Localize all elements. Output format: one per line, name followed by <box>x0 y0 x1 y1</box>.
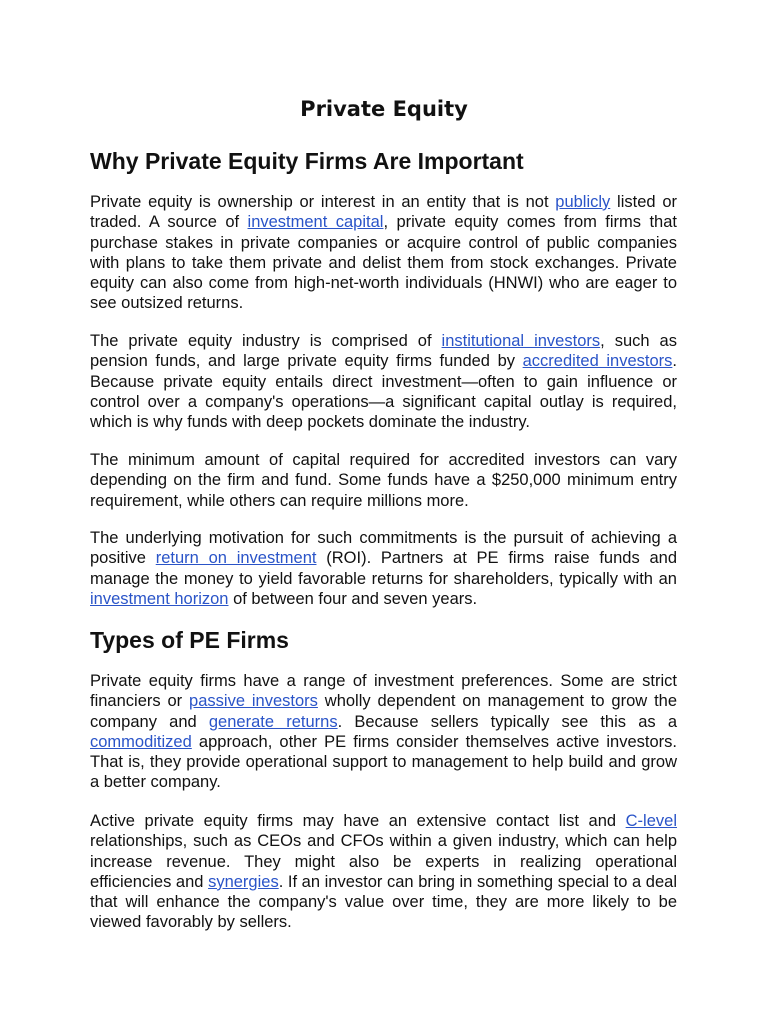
text-run: , such as pension funds, and large private equity firms funded by <box>90 332 677 371</box>
text-run: The private equity industry is comprised of <box>90 332 442 350</box>
text-run: Private equity firms have a range of investment preferences. Some are strict financiers or <box>90 672 677 711</box>
text-run: The minimum amount of capital required for accredited investors can vary depending on the firm and fund. Some funds have a $250,000 minimum entry requirement, while others can require millions more. <box>90 451 677 510</box>
hyperlink-commoditized[interactable]: commoditized <box>90 732 192 751</box>
text-run: approach, other PE firms consider themselves active investors. That is, they provide operational support to management to help build and grow a better company. <box>90 732 677 792</box>
hyperlink-passive-investors[interactable]: passive investors <box>189 692 318 711</box>
document-title: Private Equity <box>300 97 468 121</box>
paragraph <box>90 528 677 609</box>
text-run: , private equity comes from firms that purchase stakes in private companies or acquire control of public companies with plans to take them private and delist them from stock exchanges. Private equity can also come from high-net-worth individuals (HNWI) who are eager to see outsized returns. <box>90 213 677 313</box>
text-run: listed or traded. A source of <box>90 193 677 232</box>
text-run: wholly dependent on management to grow the company and <box>90 692 678 731</box>
text-run: Active private equity firms may have an extensive contact list and <box>90 812 626 830</box>
section-heading-importance: Why Private Equity Firms Are Important <box>90 148 524 174</box>
hyperlink-institutional-investors[interactable]: institutional investors <box>441 332 601 350</box>
hyperlink-investment-capital[interactable]: investment capital <box>247 213 384 232</box>
hyperlink-investment-horizon[interactable]: investment horizon <box>90 589 229 608</box>
text-run: relationships, such as CEOs and CFOs within a given industry, which can help increase revenue. They might also be experts in realizing operational efficiencies and <box>90 832 677 891</box>
paragraph <box>90 671 677 793</box>
text-run: (ROI). Partners at PE firms raise funds and manage the money to yield favorable returns for shareholders, typically with an <box>90 549 678 588</box>
hyperlink-synergies[interactable]: synergies <box>208 872 279 891</box>
text-run: . Because private equity entails direct investment—often to gain influence or control over a company's operations—a significant capital outlay is required, which is why funds with deep pockets dominate the industry. <box>90 352 677 432</box>
text-run: . If an investor can bring in something special to a deal that will enhance the company's value over time, they are more likely to be viewed favorably by sellers. <box>90 872 678 932</box>
hyperlink-return-on-investment[interactable]: return on investment <box>155 549 317 568</box>
paragraph <box>90 811 677 933</box>
section-heading-types: Types of PE Firms <box>90 627 289 653</box>
text-run: The underlying motivation for such commitments is the pursuit of achieving a positive <box>90 529 677 568</box>
paragraph <box>90 331 677 432</box>
hyperlink-c-level[interactable]: C-level <box>625 812 677 830</box>
text-run: . Because sellers typically see this as a <box>337 712 677 731</box>
hyperlink-generate-returns[interactable]: generate returns <box>208 712 338 731</box>
text-run: of between four and seven years. <box>228 589 478 608</box>
text-run: Private equity is ownership or interest in an entity that is not <box>90 193 556 211</box>
paragraph <box>90 450 677 511</box>
paragraph <box>90 192 677 314</box>
hyperlink-publicly[interactable]: publicly <box>555 193 611 211</box>
hyperlink-accredited-investors[interactable]: accredited investors <box>522 352 673 371</box>
